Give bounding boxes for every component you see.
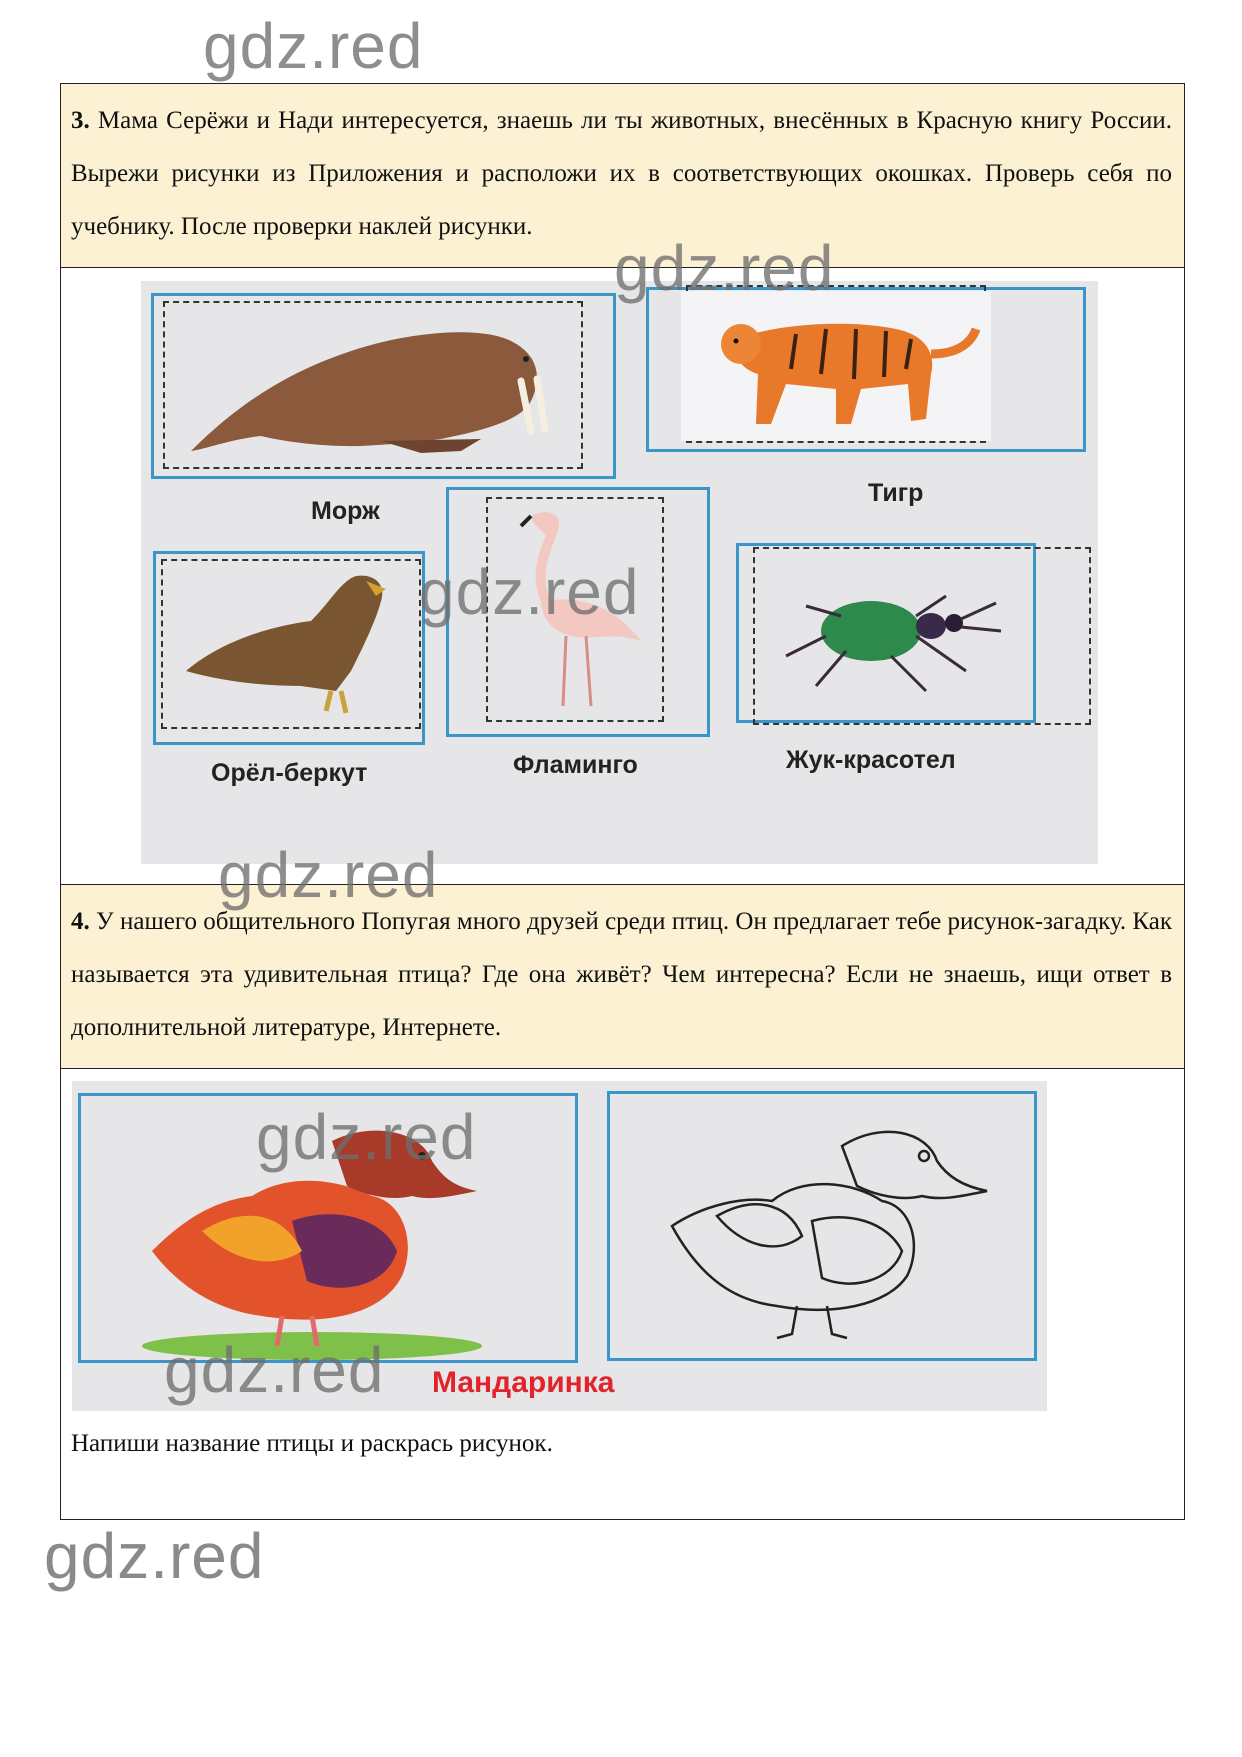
task-3-text: Мама Серёжи и Нади интересуется, знаешь ли ты животных, внесённых в Красную книгу России. Вырежи рисунки из Приложения и расположи их в соответствующих окошках. Проверь себя по учебнику. После проверки наклей рисунки. xyxy=(71,107,1173,240)
walrus-picture xyxy=(181,311,571,461)
mandarin-duck-image xyxy=(72,1081,1047,1411)
outline-duck-picture xyxy=(662,1106,1002,1356)
walrus-label: Морж xyxy=(311,497,380,525)
tiger-label: Тигр xyxy=(868,479,924,507)
task-3-number: 3. xyxy=(71,107,90,134)
eagle-picture xyxy=(181,561,401,726)
watermark: gdz.red xyxy=(218,839,439,911)
colored-duck-picture xyxy=(142,1101,482,1361)
task-4 xyxy=(61,884,1184,1069)
watermark: gdz.red xyxy=(614,232,835,304)
beetle-picture xyxy=(766,581,1006,701)
beetle-label: Жук-красотел xyxy=(786,746,956,774)
watermark: gdz.red xyxy=(419,556,640,628)
bird-caption: Мандаринка xyxy=(432,1366,615,1399)
red-book-animals-image xyxy=(141,281,1098,864)
watermark: gdz.red xyxy=(256,1101,477,1173)
flamingo-picture xyxy=(491,501,661,721)
task-3 xyxy=(61,84,1184,268)
tiger-picture xyxy=(686,299,986,439)
task-4-instruction: Напиши название птицы и раскрась рисунок. xyxy=(71,1430,553,1457)
worksheet-frame xyxy=(60,83,1185,1520)
watermark: gdz.red xyxy=(203,10,424,82)
watermark: gdz.red xyxy=(164,1334,385,1406)
flamingo-label: Фламинго xyxy=(513,751,638,779)
eagle-label: Орёл-беркут xyxy=(211,759,368,787)
task-4-number: 4. xyxy=(71,908,90,935)
task-4-text: У нашего общительного Попугая много друзей среди птиц. Он предлагает тебе рисунок-загадку. Как называется эта удивительная птица? Где она живёт? Чем интересна? Если не знаешь, ищи ответ в дополнительной литературе, Интернете. xyxy=(71,908,1173,1041)
watermark: gdz.red xyxy=(44,1520,265,1592)
